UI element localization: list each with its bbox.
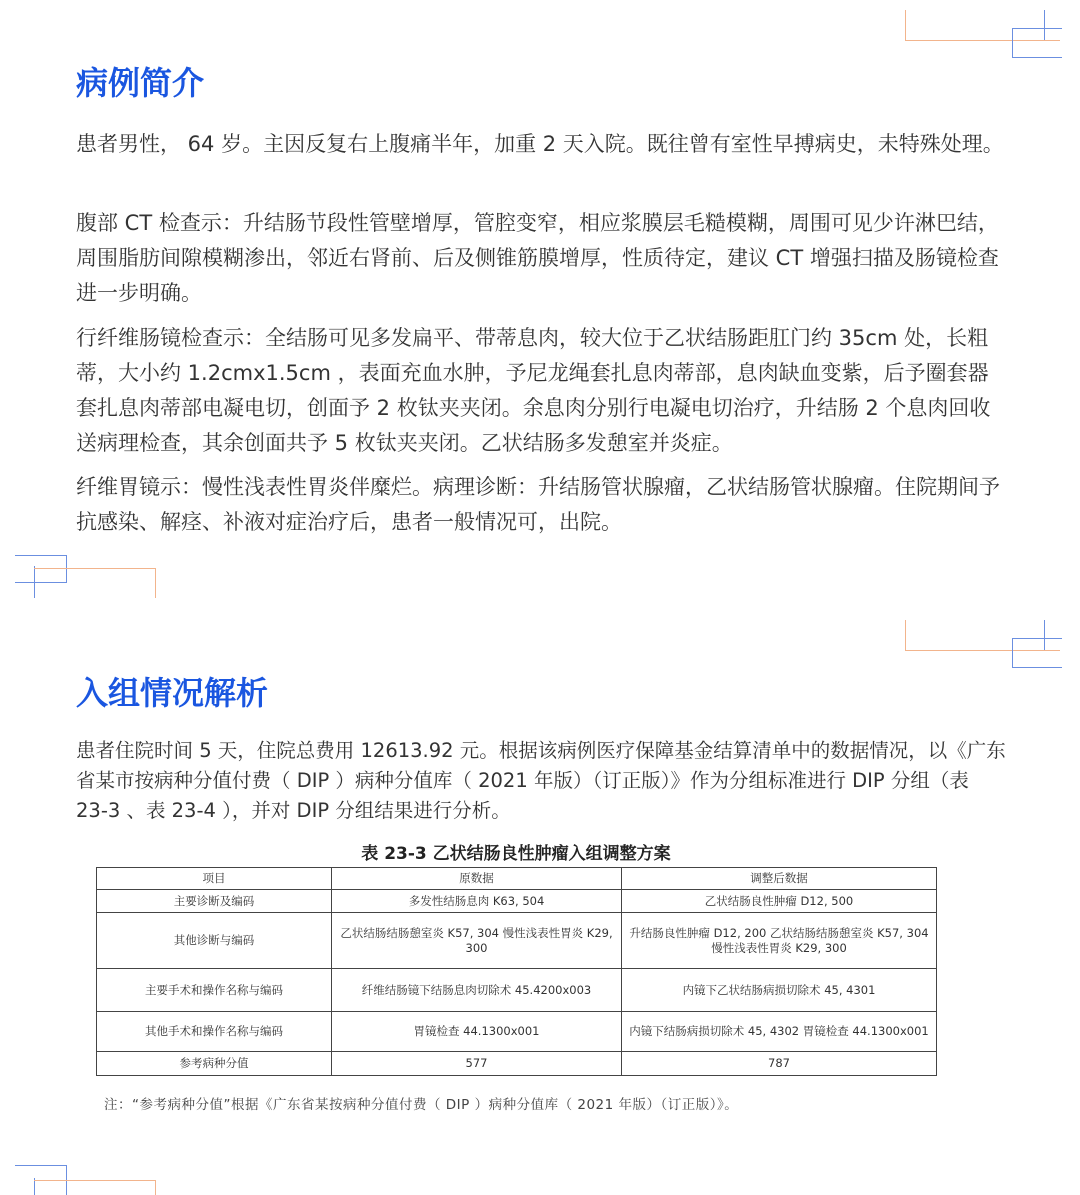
table-cell: 纤维结肠镜下结肠息肉切除术 45.4200x003 [332, 969, 622, 1012]
table-note: 注：“参考病种分值”根据《广东省某按病种分值付费（ DIP ）病种分值库（ 2021 年版）（订正版）》。 [104, 1097, 739, 1113]
table-cell: 主要手术和操作名称与编码 [97, 969, 332, 1012]
table-cell: 577 [332, 1052, 622, 1076]
table-cell: 多发性结肠息肉 K63, 504 [332, 890, 622, 913]
table-cell: 主要诊断及编码 [97, 890, 332, 913]
case-paragraph-3: 行纤维肠镜检查示：全结肠可见多发扁平、带蒂息肉，较大位于乙状结肠距肛门约 35cm 处，长粗蒂，大小约 1.2cmx1.5cm ，表面充血水肿，予尼龙绳套扎息肉蒂部，息肉缺血变紫，后予圈套器套扎息肉蒂部电凝电切，创面予 2 枚钛夹夹闭。余息肉分别行电凝电切治疗，升结肠 2 个息肉回收送病理检查，其余创面共予 5 枚钛夹夹闭。乙状结肠多发憩室并炎症。 [76, 326, 991, 455]
table-cell: 乙状结肠结肠憩室炎 K57, 304 慢性浅表性胃炎 K29, 300 [332, 913, 622, 969]
table-cell: 内镜下乙状结肠病损切除术 45, 4301 [622, 969, 937, 1012]
table-cell: 内镜下结肠病损切除术 45, 4302 胃镜检查 44.1300x001 [622, 1012, 937, 1052]
table-cell: 乙状结肠良性肿瘤 D12, 500 [622, 890, 937, 913]
corner-decoration-mid-left [0, 550, 160, 600]
case-paragraph-2: 腹部 CT 检查示：升结肠节段性管壁增厚，管腔变窄，相应浆膜层毛糙模糊，周围可见少许淋巴结，周围脂肪间隙模糊渗出，邻近右肾前、后及侧锥筋膜增厚，性质待定，建议 CT 增强扫描及肠镜检查进一步明确。 [76, 211, 999, 305]
table-cell: 其他诊断与编码 [97, 913, 332, 969]
table-title: 表 23-3 乙状结肠良性肿瘤入组调整方案 [361, 844, 671, 864]
table-cell: 参考病种分值 [97, 1052, 332, 1076]
header-adjusted: 调整后数据 [622, 868, 937, 890]
case-paragraph-4: 纤维胃镜示：慢性浅表性胃炎伴糜烂。病理诊断：升结肠管状腺瘤，乙状结肠管状腺瘤。住院期间予抗感染、解痉、补液对症治疗后，患者一般情况可，出院。 [76, 475, 1000, 534]
grouping-adjustment-table [96, 867, 937, 1076]
table-row [97, 1012, 937, 1052]
table-header-row [97, 868, 937, 890]
table-cell: 升结肠良性肿瘤 D12, 200 乙状结肠结肠憩室炎 K57, 304 慢性浅表性胃炎 K29, 300 [622, 913, 937, 969]
section-title-grouping-analysis: 入组情况解析 [76, 674, 269, 712]
section-title-case-intro: 病例简介 [76, 64, 205, 102]
table-cell: 其他手术和操作名称与编码 [97, 1012, 332, 1052]
table-row [97, 1052, 937, 1076]
grouping-paragraph: 患者住院时间 5 天，住院总费用 12613.92 元。根据该病例医疗保障基金结算清单中的数据情况，以《广东省某市按病种分值付费（ DIP ）病种分值库（ 2021 年版）（订正版）》作为分组标准进行 DIP 分组（表 23-3 、表 23-4 ），并对 DIP 分组结果进行分析。 [76, 739, 1006, 822]
corner-decoration-mid-right [0, 615, 1080, 675]
table-cell: 787 [622, 1052, 937, 1076]
table-row [97, 913, 937, 969]
table-cell: 胃镜检查 44.1300x001 [332, 1012, 622, 1052]
corner-decoration-top-right [0, 0, 1080, 70]
table-row [97, 890, 937, 913]
table-row [97, 969, 937, 1012]
corner-decoration-bottom-left [0, 1160, 160, 1195]
header-item: 项目 [97, 868, 332, 890]
header-original: 原数据 [332, 868, 622, 890]
case-paragraph-1: 患者男性， 64 岁。主因反复右上腹痛半年，加重 2 天入院。既往曾有室性早搏病史，未特殊处理。 [76, 132, 1004, 156]
